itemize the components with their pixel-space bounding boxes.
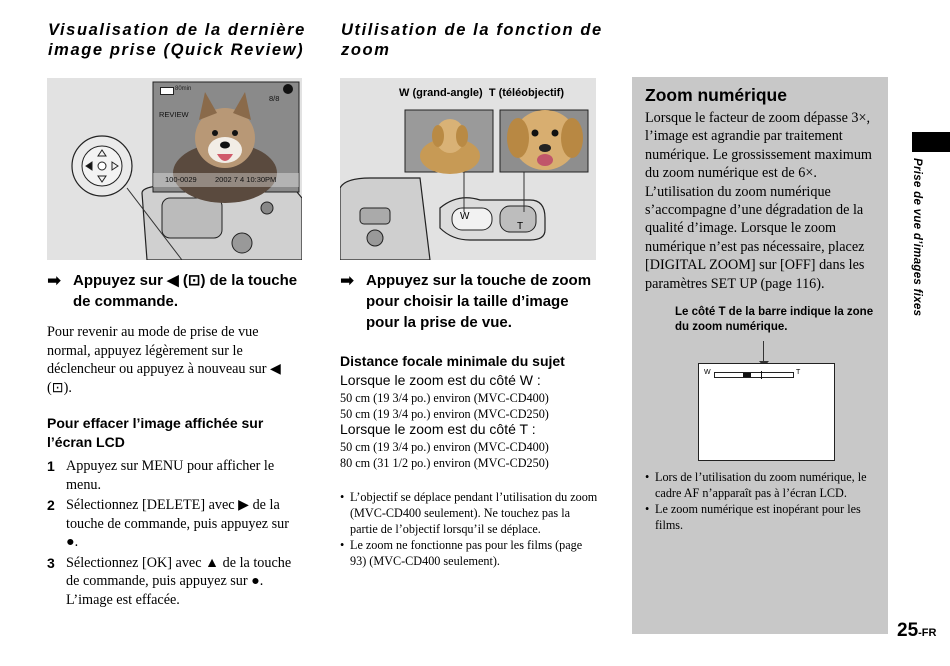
digital-zoom-note-1: • Lors de l’utilisation du zoom numérique, le cadre AF n’apparaît pas à l’écran LCD. <box>645 469 881 501</box>
section-sidebar-text: Prise de vue d’images fixes <box>911 158 923 317</box>
section-tab <box>912 132 950 152</box>
focal-w-line-2: 50 cm (19 3/4 po.) environ (MVC-CD250) <box>340 407 549 421</box>
step-text: Sélectionnez [OK] avec ▲ de la touche de commande, puis appuyez sur ●. L’image est effacée. <box>66 554 292 608</box>
battery-level-icon <box>283 84 293 94</box>
zoom-bar-screen <box>698 363 835 461</box>
step-number: 1 <box>47 458 55 474</box>
step-arrow-icon: ➡ <box>340 271 355 291</box>
focal-t-line-1: 50 cm (19 3/4 po.) environ (MVC-CD400) <box>340 440 549 454</box>
middle-notes <box>340 489 598 569</box>
delete-step-2 <box>47 496 302 552</box>
page-number <box>897 620 936 642</box>
digital-zoom-body: Lorsque le facteur de zoom dépasse 3×, l’image est agrandie par traitement numérique. Le grossissement maximum du zoom numérique est de 6×. L’utilisation du zoom numérique s’accompagne d’une dégradation de la qualité d’image. Lorsque le zoom numérique n’est pas nécessaire, placez [DIGITAL ZOOM] sur [OFF] dans les paramètres SET UP (page 116). <box>645 110 872 292</box>
focal-heading: Distance focale minimale du sujet <box>340 353 565 369</box>
screen-counter: 8/8 <box>269 94 280 103</box>
camera-zoom-drawing <box>340 78 596 260</box>
zoom-w-label: W <box>460 211 470 222</box>
screen-battery: 80min <box>175 86 192 92</box>
step-text: Sélectionnez [DELETE] avec ▶ de la touche de commande, puis appuyez sur ●. <box>66 497 289 550</box>
middle-step <box>340 270 602 333</box>
step-number: 3 <box>47 554 55 571</box>
delete-step-1 <box>47 457 302 494</box>
step-number: 2 <box>47 497 55 513</box>
delete-steps-list <box>47 457 302 609</box>
left-step-text: Appuyez sur ◀ (⊡) de la touche de commande. <box>73 272 298 310</box>
step-arrow-icon: ➡ <box>47 271 62 291</box>
zoom-bar-t: T <box>796 369 801 376</box>
zoom-bar-divider <box>761 371 762 379</box>
left-heading: Visualisation de la dernière image prise (Quick Review) <box>48 21 306 59</box>
page-number-suffix: -FR <box>918 627 937 639</box>
delete-step-3 <box>47 554 302 610</box>
focal-t-line-2: 80 cm (31 1/2 po.) environ (MVC-CD250) <box>340 456 549 470</box>
focal-w-side: Lorsque le zoom est du côté W : <box>340 372 541 388</box>
screen-date-info: 2002 7 4 10:30PM <box>215 175 277 184</box>
zoom-caption: W (grand-angle) T (téléobjectif) <box>399 87 564 99</box>
middle-step-text: Appuyez sur la touche de zoom pour choisir la taille d’image pour la prise de vue. <box>366 272 592 331</box>
left-subheading: Pour effacer l’image affichée sur l’écran LCD <box>47 415 264 450</box>
left-paragraph: Pour revenir au mode de prise de vue normal, appuyez légèrement sur le déclencheur ou appuyez à nouveau sur ◀ (⊡). <box>47 324 281 396</box>
zoom-bar-indicator <box>743 373 751 377</box>
screen-file-info: 100-0029 <box>165 175 197 184</box>
camera-quick-review-drawing <box>47 78 302 260</box>
zoom-t-label: T <box>517 221 524 232</box>
middle-note-1: • L’objectif se déplace pendant l’utilisation du zoom (MVC-CD400 seulement). Ne touchez pas la partie de l’objectif lorsqu’il se déplace. <box>340 489 598 537</box>
page-number-value: 25 <box>897 620 919 641</box>
left-step <box>47 270 309 312</box>
screen-review-label: REVIEW <box>159 110 189 119</box>
middle-note-2: • Le zoom ne fonctionne pas pour les films (page 93) (MVC-CD400 seulement). <box>340 537 598 569</box>
zoom-illustration <box>340 78 596 260</box>
digital-zoom-note-2: • Le zoom numérique est inopérant pour les films. <box>645 501 881 533</box>
digital-zoom-callout: Le côté T de la barre indique la zone du zoom numérique. <box>675 306 874 333</box>
zoom-bar-w: W <box>704 369 711 376</box>
digital-zoom-title: Zoom numérique <box>645 85 787 105</box>
middle-heading: Utilisation de la fonction de zoom <box>341 21 603 59</box>
focal-t-side: Lorsque le zoom est du côté T : <box>340 421 536 437</box>
step-text: Appuyez sur MENU pour afficher le menu. <box>66 458 275 493</box>
battery-icon <box>160 87 174 95</box>
digital-zoom-box <box>632 77 888 634</box>
digital-zoom-notes <box>645 469 881 533</box>
quick-review-illustration <box>47 78 302 260</box>
focal-w-line-1: 50 cm (19 3/4 po.) environ (MVC-CD400) <box>340 391 549 405</box>
zoom-bar <box>714 372 794 378</box>
